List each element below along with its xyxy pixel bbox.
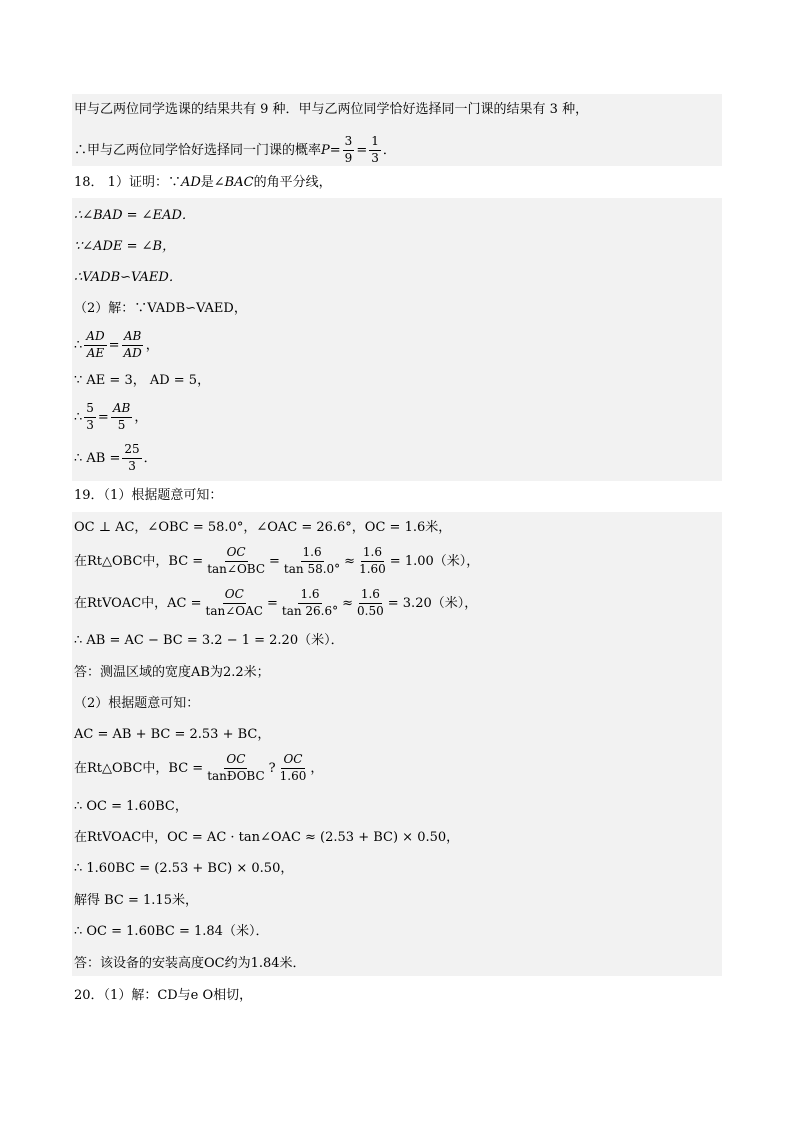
p18-head-ad: AD	[180, 175, 201, 190]
p19-l3-fraction-3	[355, 588, 386, 619]
p17-l2-eq: =	[329, 142, 341, 158]
p19-l8-f1-den: tanÐOBC	[207, 768, 265, 783]
p19-l2-f3-num: 1.6	[361, 546, 384, 562]
p18-l5-pre: ∴	[74, 337, 83, 353]
p18-head-mid: 是∠	[200, 175, 225, 190]
p18-line-7	[74, 402, 147, 433]
p19-line-1: OC ⊥ AC，∠OBC = 58.0°，∠OAC = 26.6°，OC = 1.6米，	[74, 520, 452, 535]
p19-l3-fraction-2	[280, 588, 340, 619]
p19-l8-f2-den: 1.60	[279, 768, 307, 783]
p17-fraction-2	[369, 135, 381, 166]
p19-l2-end: = 1.00（米），	[389, 553, 480, 569]
p17-f1-num: 3	[343, 135, 355, 151]
p19-l2-f1-num: OC	[225, 546, 248, 562]
p17-l2-var: P	[321, 142, 330, 158]
p18-line-8	[74, 443, 157, 474]
p19-l3-f3-num: 1.6	[359, 588, 382, 604]
p18-l5-fraction-1	[84, 330, 106, 361]
p17-line-2	[74, 135, 396, 166]
p17-l2-end: ．	[382, 142, 396, 158]
p19-l3-approx: ≈	[342, 595, 354, 611]
p19-l2-fraction-2	[282, 546, 342, 577]
p18-l5-f2-num: AB	[122, 330, 143, 346]
p19-l3-f1-num: OC	[223, 588, 246, 604]
p19-l3-f2-den: tan 26.6°	[281, 603, 339, 618]
p18-l7-f2-num: AB	[111, 402, 132, 418]
p19-l3-pre: 在RtVOAC中，AC =	[74, 595, 202, 611]
p19-line-11: ∴ 1.60BC = (2.53 + BC) × 0.50，	[74, 861, 294, 876]
p18-line-5	[74, 330, 159, 361]
p18-l7-eq: =	[97, 409, 109, 425]
p18-l7-fraction-1	[84, 402, 96, 433]
p18-l8-fraction	[122, 443, 141, 474]
p19-l8-f2-num: OC	[281, 753, 304, 769]
p19-l8-fraction-1	[205, 753, 266, 784]
p18-l8-end: ．	[143, 450, 157, 466]
p19-l3-end: = 3.20（米），	[387, 595, 478, 611]
p19-line-8	[74, 753, 323, 784]
p19-line-13: ∴ OC = 1.60BC = 1.84（米）．	[74, 924, 269, 939]
p18-line-4: （2）解：∵VADB∽VAED，	[74, 301, 247, 316]
p18-l5-end: ，	[145, 337, 159, 353]
p18-l7-f1-num: 5	[84, 402, 96, 418]
p17-f1-den: 9	[344, 150, 353, 165]
p19-l3-f2-num: 1.6	[298, 588, 321, 604]
p18-l7-fraction-2	[111, 402, 132, 433]
p19-line-14: 答：该设备的安装高度OC约为1.84米．	[74, 956, 306, 971]
p18-l5-f1-num: AD	[84, 330, 106, 346]
p18-head-bac: BAC	[224, 175, 254, 190]
p18-l5-f2-den: AD	[123, 345, 142, 360]
p17-f2-num: 1	[369, 135, 381, 151]
p19-line-7: AC = AB + BC = 2.53 + BC，	[74, 727, 271, 742]
p19-line-12: 解得 BC = 1.15米，	[74, 893, 198, 908]
p19-line-9: ∴ OC = 1.60BC，	[74, 799, 188, 814]
p18-head-text: 18． 1）证明：∵	[74, 175, 181, 190]
p18-l7-end: ，	[134, 409, 148, 425]
p17-l2-eq2: =	[356, 142, 368, 158]
p19-line-3	[74, 588, 477, 619]
p19-line-2	[74, 546, 479, 577]
p18-l8-num: 25	[122, 443, 141, 459]
p18-l8-pre: ∴ AB =	[74, 450, 121, 466]
p18-l7-f2-den: 5	[117, 417, 126, 432]
p19-l8-fraction-2	[278, 753, 309, 784]
p19-l2-f2-num: 1.6	[301, 546, 324, 562]
p19-line-6: （2）根据题意可知：	[74, 696, 200, 711]
p20-heading: 20．（1）解：CD与e O相切，	[74, 988, 253, 1003]
p19-heading: 19．（1）根据题意可知：	[74, 488, 223, 503]
p19-l2-f1-den: tan∠OBC	[207, 561, 266, 576]
p19-line-4: ∴ AB = AC − BC = 3.2 − 1 = 2.20（米）．	[74, 633, 344, 648]
p18-head-end: 的角平分线，	[253, 175, 332, 190]
p19-line-10: 在RtVOAC中，OC = AC · tan∠OAC ≈ (2.53 + BC) × 0.50，	[74, 830, 460, 845]
p19-line-5: 答：测温区域的宽度AB为2.2米；	[74, 665, 270, 680]
p18-line-6: ∵ AE = 3， AD = 5，	[74, 373, 211, 388]
p18-l5-eq: =	[108, 337, 120, 353]
p19-l8-end: ，	[310, 760, 324, 776]
p19-l2-fraction-3	[357, 546, 388, 577]
p19-l2-fraction-1	[205, 546, 267, 577]
p19-l8-q: ?	[268, 760, 276, 776]
p19-l2-f3-den: 1.60	[359, 561, 386, 576]
p18-l7-pre: ∴	[74, 409, 83, 425]
p17-l2-text: ∴甲与乙两位同学恰好选择同一门课的概率	[74, 142, 322, 158]
p19-l3-f3-den: 0.50	[357, 603, 384, 618]
p18-heading	[74, 176, 332, 189]
p19-l8-f1-num: OC	[224, 753, 247, 769]
p18-l8-den: 3	[128, 458, 136, 473]
p18-l7-f1-den: 3	[86, 417, 94, 432]
p17-fraction-1	[343, 135, 355, 166]
p19-l3-eq: =	[266, 595, 278, 611]
p18-l5-f1-den: AE	[86, 345, 105, 360]
p19-l8-pre: 在Rt△OBC中，BC =	[74, 760, 204, 776]
p18-line-2: ∵∠ADE = ∠B，	[74, 239, 176, 254]
p19-l2-pre: 在Rt△OBC中，BC =	[74, 553, 204, 569]
p17-f2-den: 3	[371, 150, 379, 165]
p19-l3-fraction-1	[204, 588, 265, 619]
p19-l2-approx: ≈	[344, 553, 356, 569]
p19-l2-f2-den: tan 58.0°	[283, 561, 341, 576]
p18-line-1: ∴∠BAD = ∠EAD．	[74, 208, 195, 223]
p17-line-1: 甲与乙两位同学选课的结果共有 9 种．甲与乙两位同学恰好选择同一门课的结果有 3 种，	[74, 102, 589, 117]
p18-l5-fraction-2	[121, 330, 143, 361]
p19-l2-eq: =	[269, 553, 280, 569]
p19-l3-f1-den: tan∠OAC	[205, 603, 263, 618]
p18-line-3: ∴VADB∽VAED．	[74, 270, 182, 285]
